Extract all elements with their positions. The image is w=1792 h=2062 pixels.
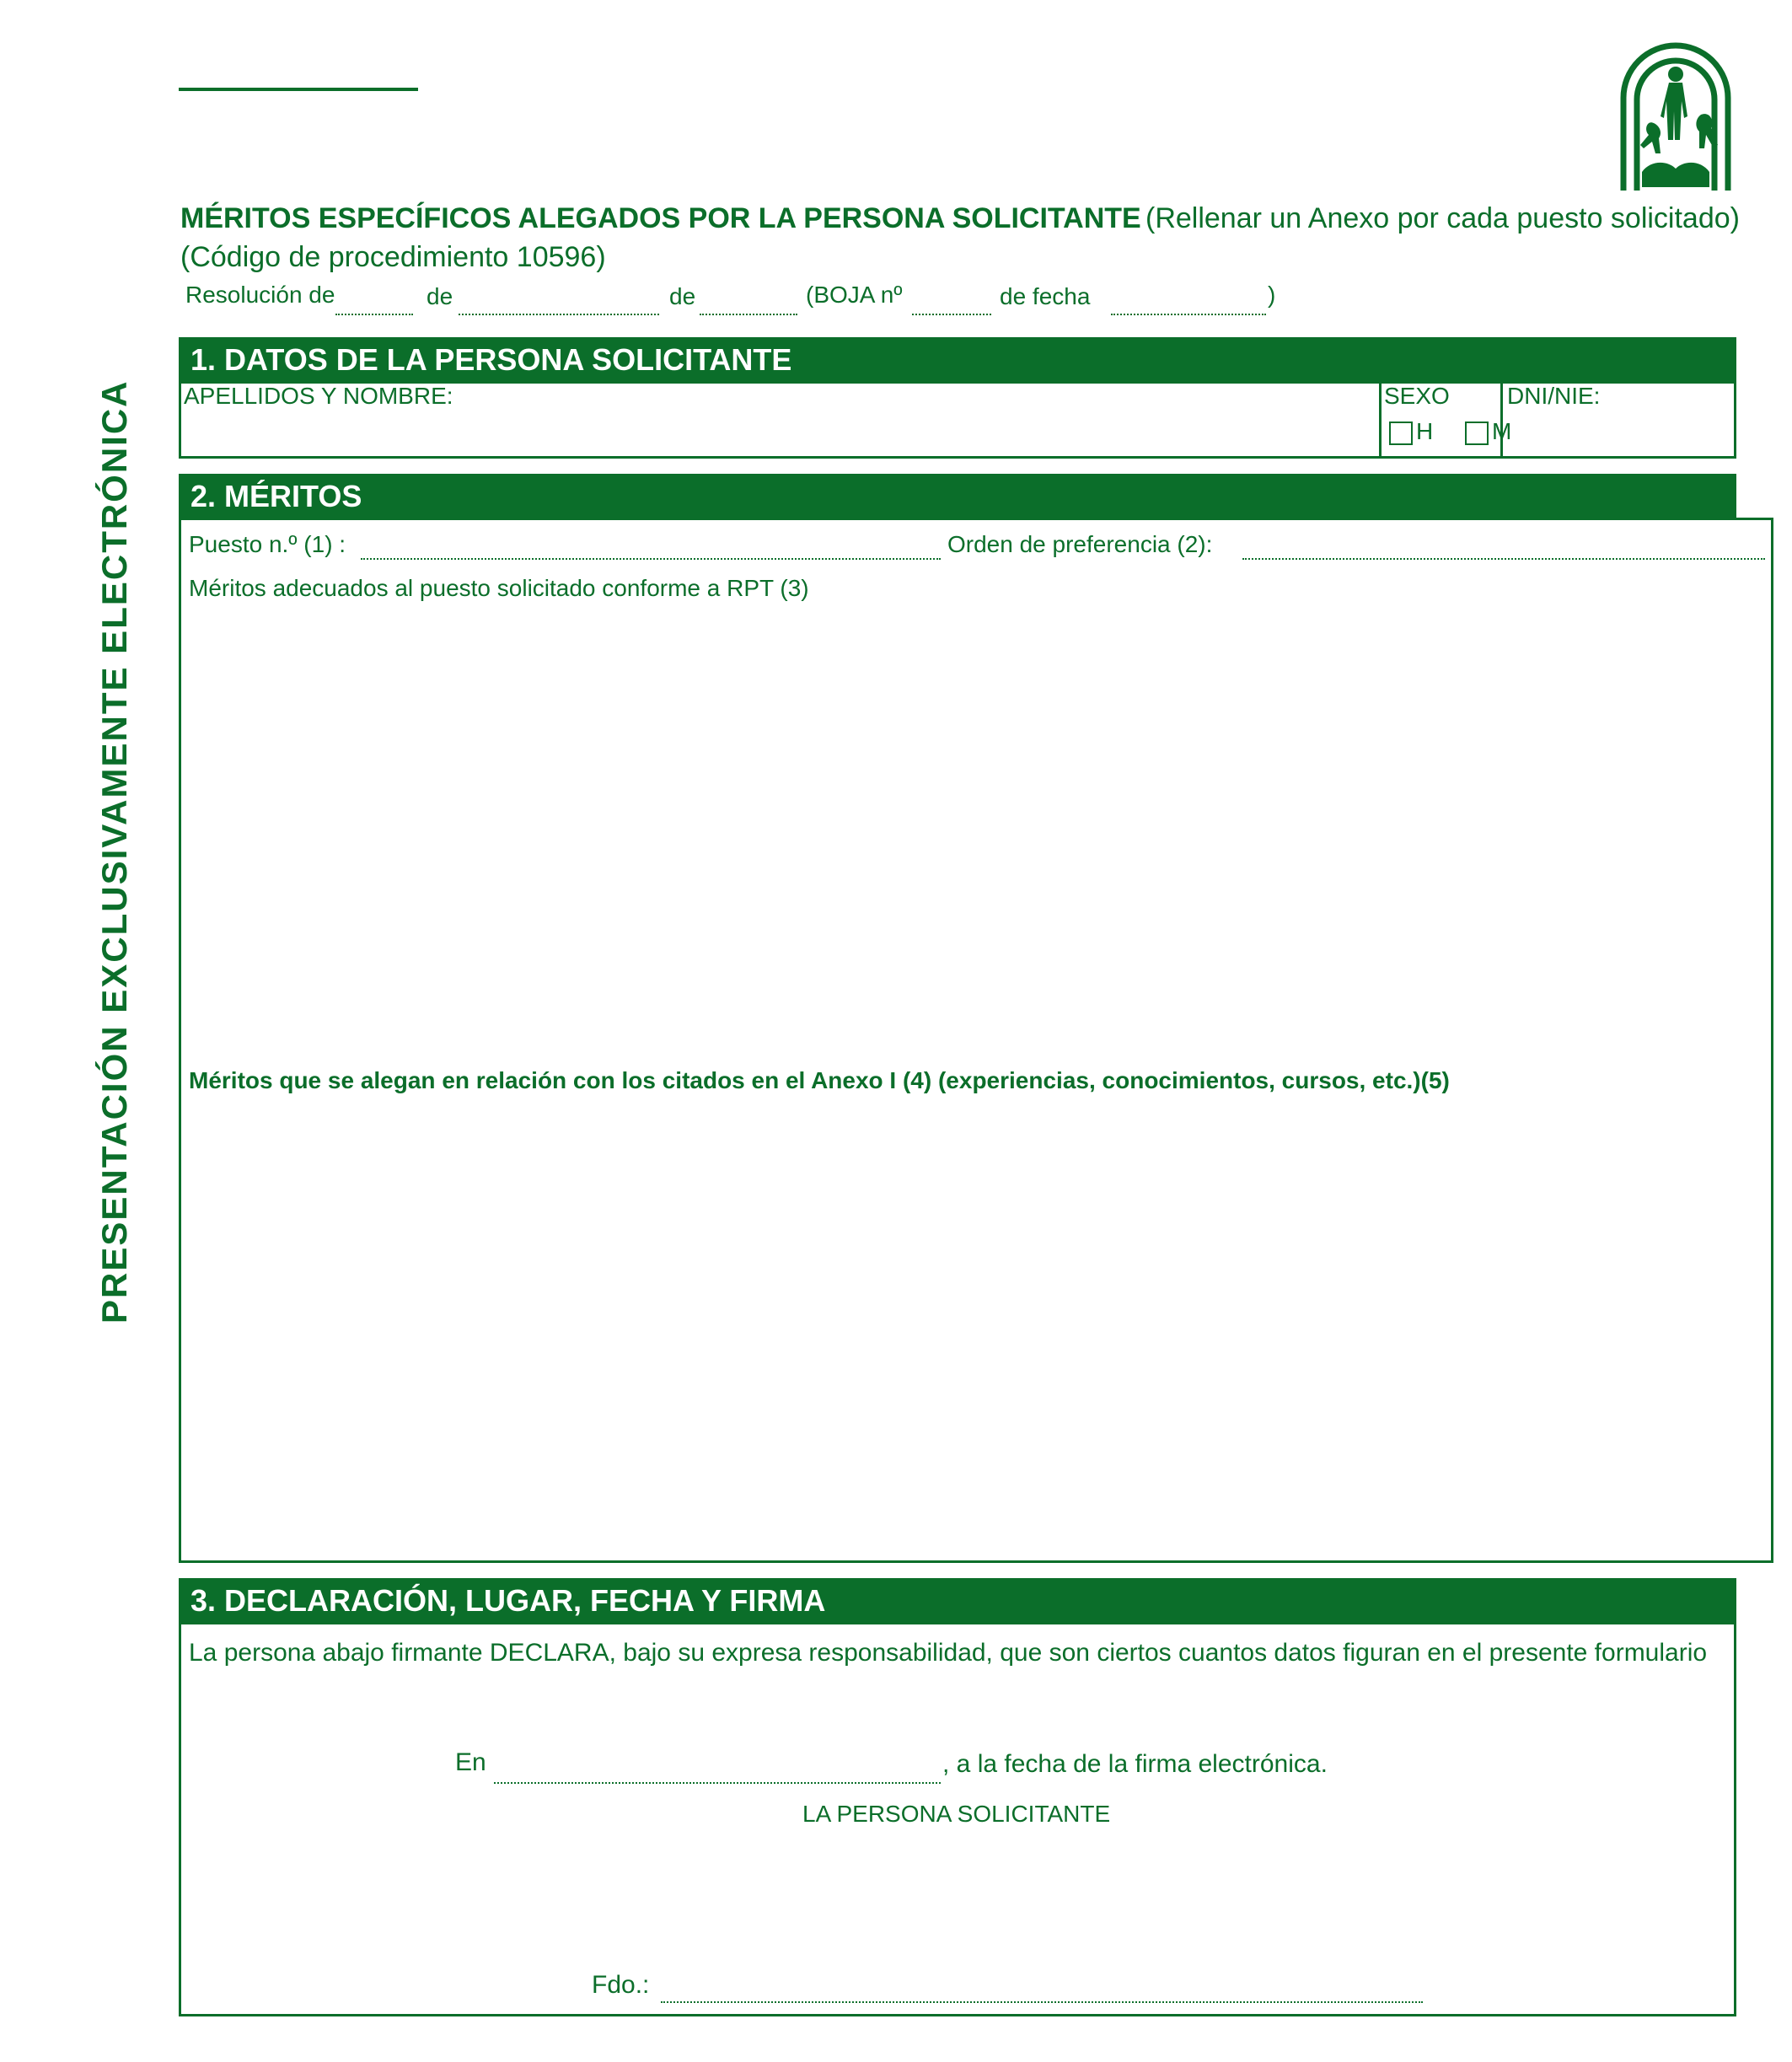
solicitante-label: LA PERSONA SOLICITANTE	[802, 1801, 1111, 1827]
section1-divider-sex	[1379, 381, 1382, 459]
fecha-firma-text: , a la fecha de la firma electrónica.	[942, 1750, 1328, 1778]
meritos-anexo-textarea[interactable]	[189, 1104, 1757, 1551]
section2-heading: 2. MÉRITOS	[179, 474, 1736, 519]
meritos-anexo-label: Méritos que se alegan en relación con los citados en el Anexo I (4) (experiencias, conocimientos, cursos, etc.)(5)	[189, 1067, 1450, 1093]
resolucion-month-field[interactable]	[459, 314, 659, 315]
fdo-field[interactable]	[661, 2001, 1423, 2003]
boja-date-field[interactable]	[1111, 314, 1266, 315]
resolucion-day-field[interactable]	[335, 314, 413, 315]
meritos-rpt-textarea[interactable]	[189, 610, 1757, 1049]
procedure-code: (Código de procedimiento 10596)	[180, 241, 606, 273]
lugar-field[interactable]	[494, 1782, 941, 1784]
title-bold: MÉRITOS ESPECÍFICOS ALEGADOS POR LA PERSONA SOLICITANTE	[180, 202, 1141, 234]
dni-label: DNI/NIE:	[1507, 383, 1601, 409]
sex-label: SEXO	[1384, 383, 1450, 409]
boja-label: (BOJA nº	[806, 282, 903, 308]
puesto-label: Puesto n.º (1) :	[189, 531, 346, 557]
sex-h-label: H	[1416, 418, 1434, 444]
fdo-label: Fdo.:	[592, 1971, 650, 1999]
declaration-text: La persona abajo firmante DECLARA, bajo su expresa responsabilidad, que son ciertos cuantos datos figuran en el presente formulario	[189, 1639, 1708, 1667]
header-rule	[179, 88, 418, 91]
orden-label: Orden de preferencia (2):	[947, 531, 1213, 557]
resolucion-year-field[interactable]	[700, 314, 797, 315]
sex-options	[1389, 418, 1511, 445]
de-label-1: de	[427, 283, 453, 309]
de-label-2: de	[669, 283, 696, 309]
sex-m-label: M	[1492, 418, 1512, 444]
orden-preferencia-field[interactable]	[1242, 558, 1765, 560]
name-label: APELLIDOS Y NOMBRE:	[184, 383, 453, 409]
sex-h-checkbox[interactable]	[1389, 422, 1413, 445]
meritos-rpt-label: Méritos adecuados al puesto solicitado conforme a RPT (3)	[189, 575, 809, 601]
document-title	[180, 199, 1740, 277]
close-paren: )	[1268, 282, 1276, 308]
junta-andalucia-logo-icon	[1617, 30, 1735, 196]
section3-heading: 3. DECLARACIÓN, LUGAR, FECHA Y FIRMA	[179, 1578, 1736, 1624]
signature-area[interactable]	[590, 1846, 1349, 1964]
resolucion-label: Resolución de	[185, 282, 335, 308]
section1-heading: 1. DATOS DE LA PERSONA SOLICITANTE	[179, 337, 1736, 383]
title-note: (Rellenar un Anexo por cada puesto solicitado)	[1145, 202, 1740, 234]
boja-number-field[interactable]	[912, 314, 991, 315]
puesto-number-field[interactable]	[361, 558, 941, 560]
side-text: PRESENTACIÓN EXCLUSIVAMENTE ELECTRÓNICA	[94, 379, 134, 1324]
de-fecha-label: de fecha	[1000, 283, 1091, 309]
sex-m-checkbox[interactable]	[1465, 422, 1489, 445]
en-label: En	[455, 1748, 486, 1776]
